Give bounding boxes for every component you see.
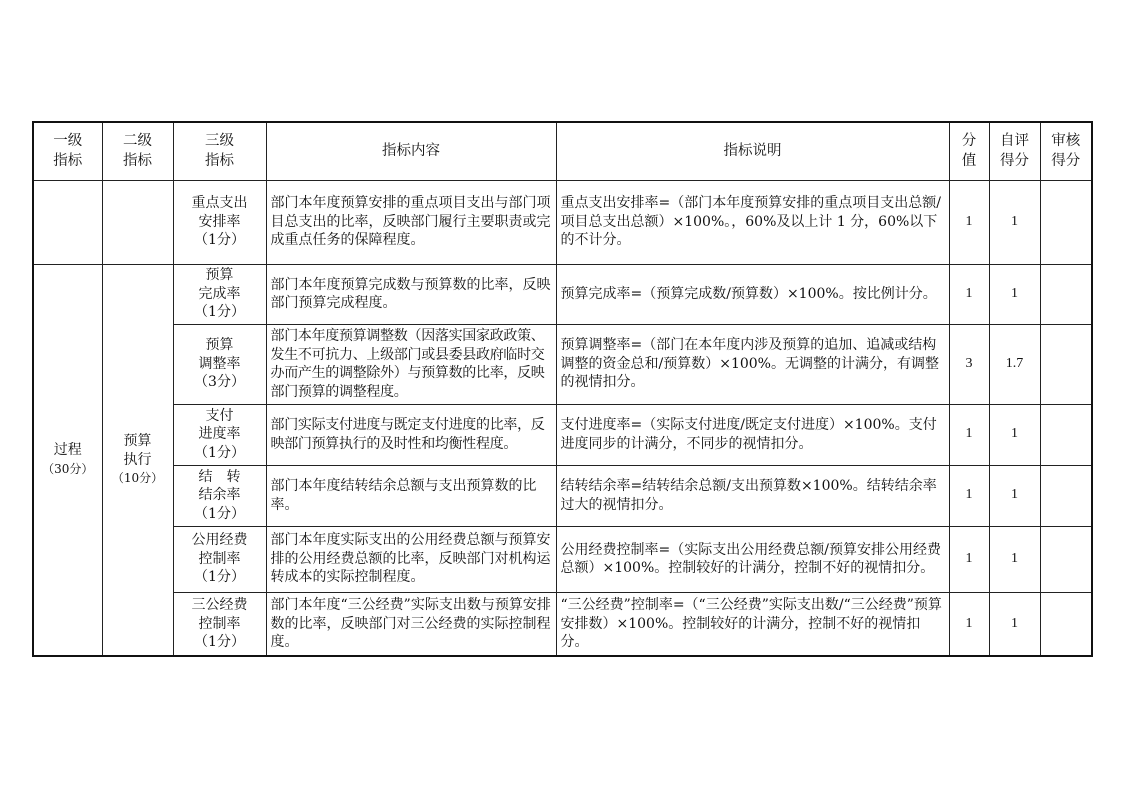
audit-score-cell (1040, 526, 1092, 592)
level2-group-cell: 预算 执行 （10分） (102, 264, 173, 656)
level3-cell: 预算 调整率 （3分） (173, 324, 266, 404)
table-row (33, 264, 1092, 324)
self-score-cell: 1 (989, 404, 1040, 465)
description-cell: 支付进度率=（实际支付进度/既定支付进度）×100%。支付进度同步的计满分，不同步的视情扣分。 (556, 404, 949, 465)
self-score-cell: 1.7 (989, 324, 1040, 404)
audit-score-cell (1040, 324, 1092, 404)
level3-cell: 三公经费 控制率 （1分） (173, 592, 266, 656)
self-score-cell: 1 (989, 592, 1040, 656)
table-row (33, 180, 1092, 264)
audit-score-cell (1040, 404, 1092, 465)
weight-cell: 1 (949, 404, 989, 465)
content-cell: 部门本年度实际支出的公用经费总额与预算安排的公用经费总额的比率，反映部门对机构运转成本的实际控制程度。 (266, 526, 556, 592)
weight-cell: 1 (949, 465, 989, 526)
audit-score-cell (1040, 264, 1092, 324)
table-row (33, 592, 1092, 656)
audit-score-cell (1040, 180, 1092, 264)
level3-cell: 预算 完成率 （1分） (173, 264, 266, 324)
description-cell: 重点支出安排率=（部门本年度预算安排的重点项目支出总额/项目总支出总额）×100%。，60%及以上计 1 分，60%以下的不计分。 (556, 180, 949, 264)
weight-cell: 1 (949, 592, 989, 656)
header-level3: 三级 指标 (173, 122, 266, 180)
description-cell: 预算完成率=（预算完成数/预算数）×100%。按比例计分。 (556, 264, 949, 324)
self-score-cell: 1 (989, 465, 1040, 526)
level3-cell: 公用经费 控制率 （1分） (173, 526, 266, 592)
table-row (33, 465, 1092, 526)
self-score-cell: 1 (989, 180, 1040, 264)
description-cell: “三公经费”控制率=（“三公经费”实际支出数/“三公经费”预算安排数）×100%。控制较好的计满分，控制不好的视情扣分。 (556, 592, 949, 656)
header-description: 指标说明 (556, 122, 949, 180)
content-cell: 部门本年度结转结余总额与支出预算数的比率。 (266, 465, 556, 526)
level1-group-cell: 过程 （30分） (33, 264, 102, 656)
header-content: 指标内容 (266, 122, 556, 180)
description-cell: 公用经费控制率=（实际支出公用经费总额/预算安排公用经费总额）×100%。控制较好的计满分，控制不好的视情扣分。 (556, 526, 949, 592)
header-self-score: 自评 得分 (989, 122, 1040, 180)
table-row (33, 526, 1092, 592)
self-score-cell: 1 (989, 264, 1040, 324)
weight-cell: 1 (949, 180, 989, 264)
table-row (33, 324, 1092, 404)
level2-cell-empty (102, 180, 173, 264)
weight-cell: 3 (949, 324, 989, 404)
weight-cell: 1 (949, 264, 989, 324)
level1-cell-empty (33, 180, 102, 264)
content-cell: 部门本年度“三公经费”实际支出数与预算安排数的比率，反映部门对三公经费的实际控制程度。 (266, 592, 556, 656)
table-header-row (33, 122, 1092, 180)
content-cell: 部门本年度预算完成数与预算数的比率，反映部门预算完成程度。 (266, 264, 556, 324)
weight-cell: 1 (949, 526, 989, 592)
indicator-table (32, 121, 1093, 657)
content-cell: 部门实际支付进度与既定支付进度的比率，反映部门预算执行的及时性和均衡性程度。 (266, 404, 556, 465)
content-cell: 部门本年度预算安排的重点项目支出与部门项目总支出的比率，反映部门履行主要职责或完成重点任务的保障程度。 (266, 180, 556, 264)
level3-cell: 结 转 结余率 （1分） (173, 465, 266, 526)
header-level1: 一级 指标 (33, 122, 102, 180)
audit-score-cell (1040, 465, 1092, 526)
content-cell: 部门本年度预算调整数（因落实国家政政策、发生不可抗力、上级部门或县委县政府临时交办而产生的调整除外）与预算数的比率，反映部门预算的调整程度。 (266, 324, 556, 404)
level3-cell: 支付 进度率 （1分） (173, 404, 266, 465)
table-row (33, 404, 1092, 465)
header-audit-score: 审核 得分 (1040, 122, 1092, 180)
header-weight: 分 值 (949, 122, 989, 180)
header-level2: 二级 指标 (102, 122, 173, 180)
description-cell: 结转结余率=结转结余总额/支出预算数×100%。结转结余率过大的视情扣分。 (556, 465, 949, 526)
self-score-cell: 1 (989, 526, 1040, 592)
description-cell: 预算调整率=（部门在本年度内涉及预算的追加、追减或结构调整的资金总和/预算数）×100%。无调整的计满分，有调整的视情扣分。 (556, 324, 949, 404)
level3-cell: 重点支出 安排率 （1分） (173, 180, 266, 264)
audit-score-cell (1040, 592, 1092, 656)
